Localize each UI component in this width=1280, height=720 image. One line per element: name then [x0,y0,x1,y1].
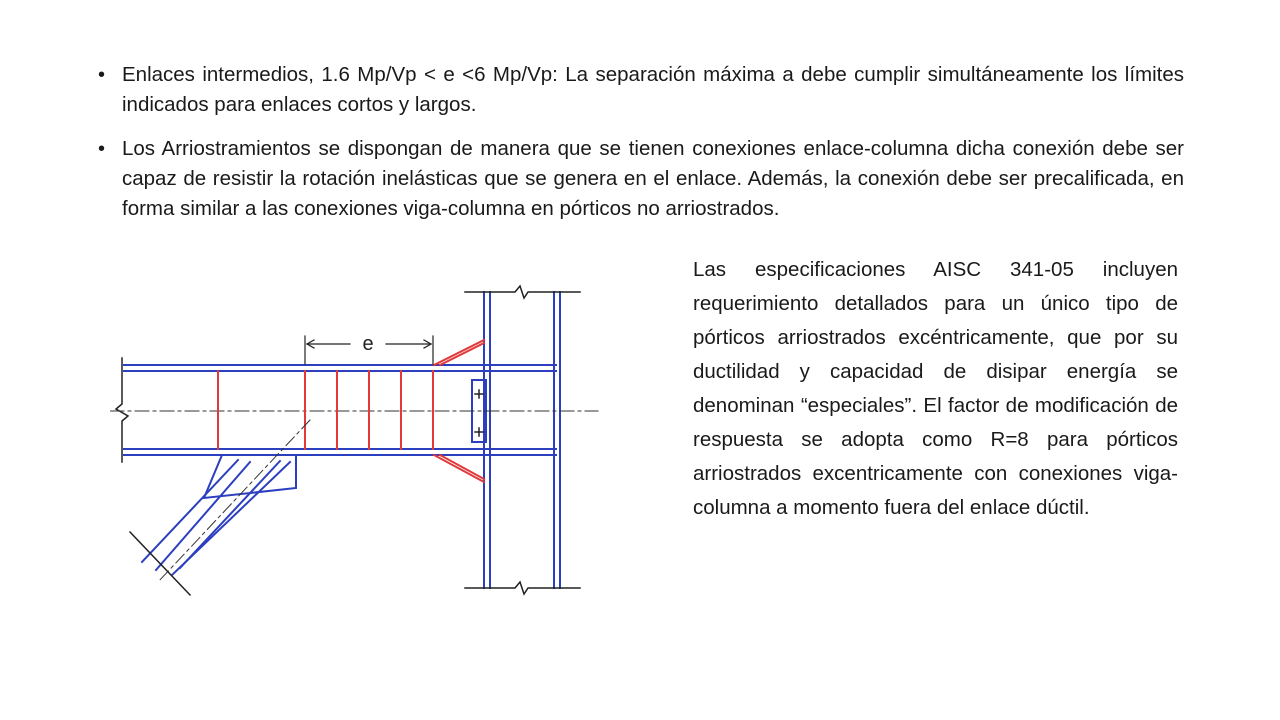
beam-break [116,358,128,462]
bullet-marker: • [98,138,106,160]
aisc-paragraph: Las especificaciones AISC 341-05 incluyen requerimiento detallados para un único tipo de pórticos arriostrados excéntricamente, que por su ductilidad y capacidad de disipar energía se denominan “especiales”. El factor de modificación de respuesta se adopta como R=8 para pórticos arriostrados excentricamente con conexiones viga-columna a momento fuera del enlace dúctil. [693,258,1178,519]
brace-centerline [158,420,310,582]
bullet-text: Enlaces intermedios, 1.6 Mp/Vp < e <6 Mp/Vp: La separación máxima a debe cumplir simultáneamente los límites indicados para enlaces cortos y largos. [122,63,1184,116]
stiffeners [218,371,433,449]
bullet-list [98,60,1184,238]
link-length-label: e [362,333,374,355]
bullet-marker: • [98,64,106,86]
bullet-text: Los Arriostramientos se dispongan de manera que se tienen conexiones enlace-columna dicha conexión debe ser capaz de resistir la rotación inelásticas que se genera en el enlace. Además, la conexión debe ser precalificada, en forma similar a las conexiones viga-columna en pórticos no arriostrados. [122,137,1184,220]
bullet-item-intermediate-links [98,60,1184,120]
beam [124,365,556,455]
bullet-item-bracing [98,134,1184,224]
column-break-top [465,286,580,298]
column [484,292,560,588]
end-plate-bolts [475,390,483,436]
diagonal-brace [142,460,290,575]
column-break-bottom [465,582,580,594]
link-connection-diagram [110,270,610,605]
